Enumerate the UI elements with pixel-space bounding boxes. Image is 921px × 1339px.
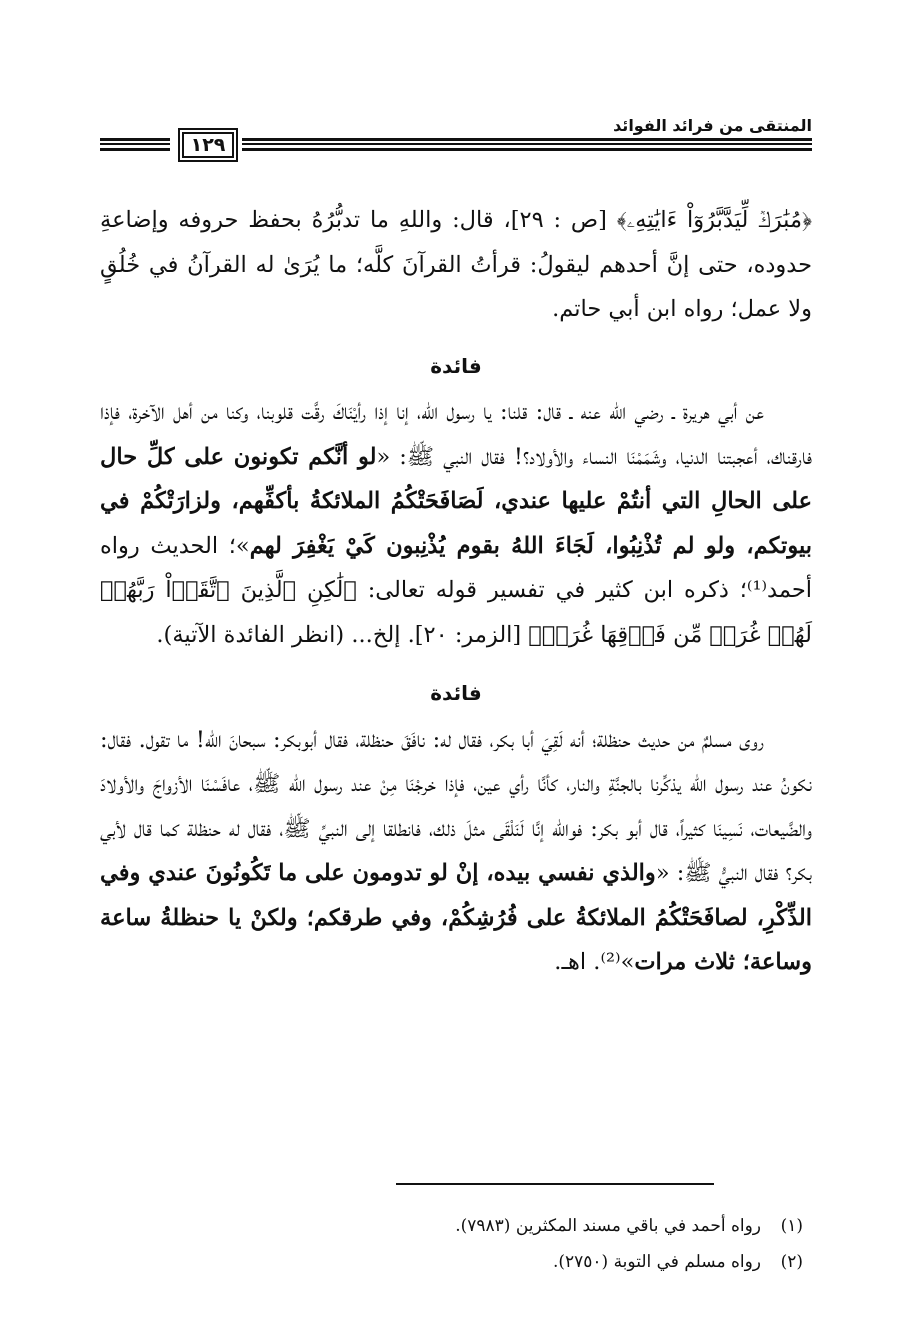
footnote-separator [396,1183,714,1185]
paragraph-text: ؛ ذكره ابن كثير في تفسير قوله تعالى: ﴿لَٰكِنِ ٱلَّذِينَ ٱتَّقَوۡاْ رَبَّهُمۡ لَهُمۡ غُرَفٞ مِّن فَوۡقِهَا غُرَفٞ﴾ [الزمر: ٢٠]. إلخ... (انظر الفائدة الآتية). [100,577,812,648]
page-body [100,198,812,985]
footnote-text: رواه أحمد في باقي مسند المكثرين (٧٩٨٣). [455,1216,761,1236]
footnote-item [100,1244,803,1280]
hadith-quote: لو أنَّكم تكونون على كلِّ حال على الحالِ التي أنتُمْ عليها عندي، لَصَافَحَتْكُمُ الملائكةُ بأكفِّهم، ولزارَتْكُمْ في بيوتكم، ولو لم تُذْنِبُوا، لَجَاءَ اللهُ بقوم يُذْنِبون كَيْ يَغْفِرَ لهم [100,443,812,559]
header-rule-short [100,138,170,151]
footnote-number: (٢) [780,1252,803,1272]
paragraph-text: »؛ الحديث رواه أحمد [100,532,812,603]
running-title: المنتقى من فرائد الفوائد [613,116,812,135]
footnote-number: (١) [780,1216,803,1236]
paragraph-text: » [620,949,635,975]
paragraph-text: روى مسلمٌ من حديث حنظلة؛ أنه لَقِيَ أبا بكر، فقال له: نافَقَ حنظلة، فقال أبوبكر: سبحانَ الله! ما تقول. فقال: نكونُ عند رسول الله يذكِّرنا بالجنَّةِ والنار، كأنَّا رأي عين، فإذا خرجْنَا مِنْ عند رسول الله ﷺ، عافَسْنَا الأزواجَ والأولادَ والضَّيعات، نَسِينَا كثيراً، قال أبو بكر: فوالله إنَّا لَنَلْقَى مثلَ ذلك، فانطلقا إلى النبيِّ ﷺ، فقال له حنظلة كما قال لأبي بكر؟ فقال النبيُّ ﷺ: « [100,726,813,886]
footnote-item [100,1208,803,1244]
paragraph-text: . اهـ. [554,949,601,975]
hadith-quote: والذي نفسي بيده، إنْ لو تدومون على ما تَكُونُونَ عندي وفي الذِّكْرِ، لصافَحَتْكُمُ الملائكةُ على فُرُشِكُمْ، وفي طرقكم؛ ولكنْ يا حنظلةُ ساعة وساعة؛ ثلاث مرات [100,860,812,975]
section-paragraph [100,718,812,985]
footnote-ref: ⁽¹⁾ [746,577,768,603]
footnote-ref: ⁽²⁾ [600,949,621,975]
section-paragraph [100,390,812,657]
page-number: ١٢٩ [178,128,238,162]
intro-paragraph [100,198,812,332]
section-heading: فائدة [430,353,482,378]
header-rule [242,138,812,151]
section-heading: فائدة [430,681,482,705]
footnotes [100,1208,803,1280]
paragraph-text: عن أبي هريرة ـ رضي الله عنه ـ قال: قلنا: يا رسول الله، إنا إذا رأيْنَاكَ رقَّت قلوبنا، وكنا من أهل الآخرة، فإذا فارقناك، أعجبتنا الدنيا، وشَمَمْنَا النساء والأولاد؟! فقال النبي ﷺ: « [100,399,812,470]
footnote-text: رواه مسلم في التوبة (٢٧٥٠). [552,1252,761,1272]
paragraph-text: ﴿مُبَٰرَكٞ لِّيَدَّبَّرُوٓاْ ءَايَٰتِهِۦ﴾ [ص : ٢٩]، قال: واللهِ ما تدبُّرُهُ بحفظ حروفه وإضاعةِ حدوده، حتى إنَّ أحدهم ليقولُ: قرأتُ القرآنَ كلَّه؛ ما يُرَىٰ له القرآنُ في خُلُقٍ ولا عمل؛ رواه ابن أبي حاتم. [100,207,812,322]
page-header [100,116,812,160]
